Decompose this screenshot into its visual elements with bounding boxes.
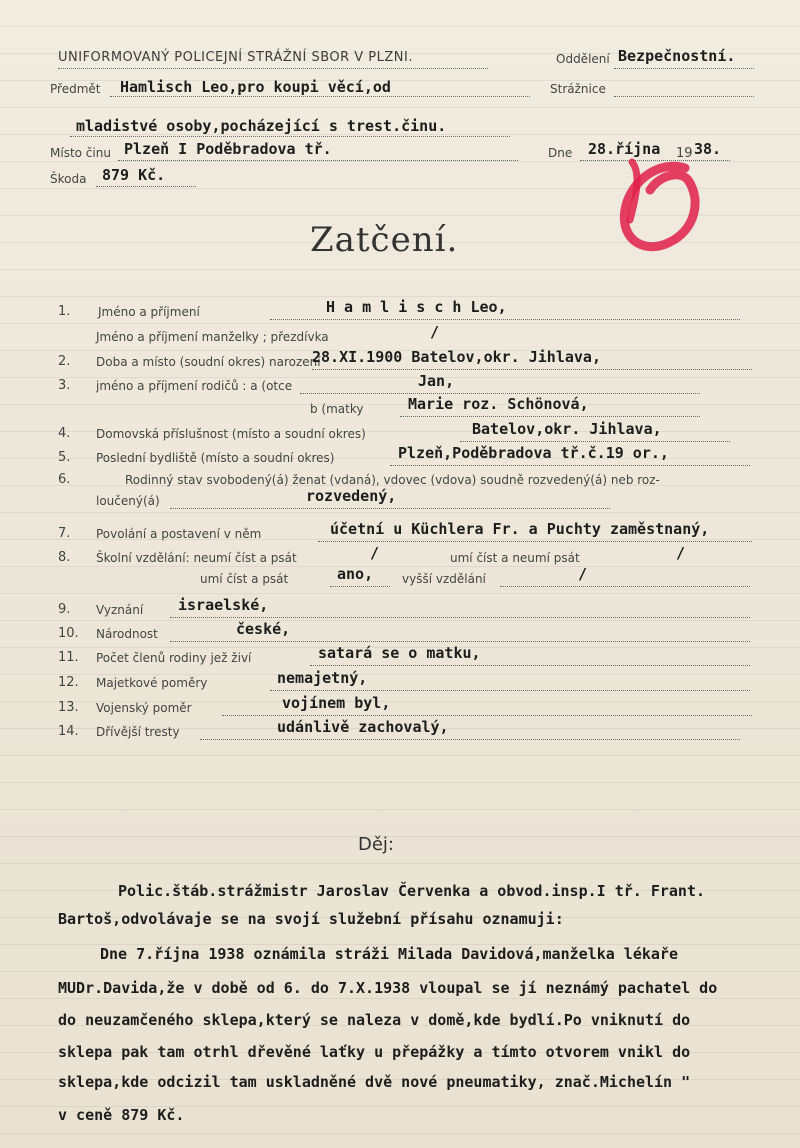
field-label: Domovská příslušnost (místo a soudní okres): [96, 427, 366, 441]
field-number: 9.: [58, 602, 71, 617]
field-value: vojínem byl,: [282, 694, 391, 712]
field-label: Rodinný stav svobodený(á) ženat (vdaná), vdovec (vdova) soudně rozvedený(á) neb roz-: [125, 473, 660, 487]
field-value: /: [430, 323, 440, 341]
field-number: 4.: [58, 426, 71, 441]
field-label: umí číst a neumí psát: [450, 551, 580, 565]
field-number: 5.: [58, 450, 71, 465]
field-rule: [310, 665, 750, 666]
damage-line: [96, 186, 196, 187]
date-label: Dne: [548, 146, 573, 160]
field-value: /: [370, 544, 380, 562]
field-number: 12.: [58, 675, 79, 690]
station-line: [614, 96, 754, 97]
field-number: 1.: [58, 304, 71, 319]
field-value: satará se o matku,: [318, 644, 481, 662]
field-label: Vyznání: [96, 603, 144, 617]
field-label: Vojenský poměr: [96, 701, 192, 715]
field-number: 10.: [58, 626, 79, 641]
place-line: [118, 160, 518, 161]
field-value: Batelov,okr. Jihlava,: [472, 420, 662, 438]
field-value: Jan,: [418, 372, 455, 390]
subject-line-2-rule: [70, 136, 510, 137]
field-label: Jméno a příjmení manželky ; přezdívka: [96, 330, 329, 344]
narrative-line: v ceně 879 Kč.: [58, 1106, 185, 1124]
date-value: 28.října: [588, 140, 661, 158]
field-value: ano,: [337, 565, 374, 583]
field-label: b (matky: [310, 402, 364, 416]
field-value: české,: [236, 620, 291, 638]
year-prefix: 19: [676, 146, 693, 161]
field-number: 2.: [58, 354, 71, 369]
org-name: UNIFORMOVANÝ POLICEJNÍ STRÁŽNÍ SBOR V PLZNI.: [58, 50, 413, 65]
dept-line: [614, 68, 754, 69]
field-number: 8.: [58, 550, 71, 565]
page-title: Zatčení.: [310, 220, 459, 260]
field-label: loučený(á): [96, 494, 160, 508]
narrative-line: sklepa,kde odcizil tam uskladněné dvě nové pneumatiky, znač.Michelín ": [58, 1073, 691, 1091]
field-value: Plzeň,Poděbradova tř.č.19 or.,: [398, 444, 669, 462]
field-number: 7.: [58, 526, 71, 541]
field-rule: [300, 393, 700, 394]
field-rule: [170, 508, 610, 509]
narrative-line: MUDr.Davida,že v době od 6. do 7.X.1938 vloupal se jí neznámý pachatel do: [58, 979, 718, 997]
field-label: Majetkové poměry: [96, 676, 208, 690]
field-number: 6.: [58, 472, 71, 487]
field-rule: [400, 416, 700, 417]
narrative-line: Dne 7.října 1938 oznámila stráži Milada Davidová,manželka lékaře: [100, 945, 678, 963]
field-label: Poslední bydliště (místo a soudní okres): [96, 451, 335, 465]
field-label: Jméno a příjmení: [98, 305, 200, 319]
narrative-line: sklepa pak tam otrhl dřevěné laťky u přepážky a tímto otvorem vnikl do: [58, 1043, 691, 1061]
year-suffix: 38.: [694, 140, 722, 158]
field-value: 28.XI.1900 Batelov,okr. Jihlava,: [312, 348, 601, 366]
field-rule: [170, 617, 750, 618]
subject-line-1-rule: [110, 96, 530, 97]
field-label: vyšší vzdělání: [402, 572, 486, 586]
subject-line-1: Hamlisch Leo,pro koupi věcí,od: [120, 78, 391, 96]
field-value: H a m l i s c h Leo,: [326, 298, 507, 316]
field-number: 14.: [58, 724, 79, 739]
narrative-line: Polic.štáb.strážmistr Jaroslav Červenka a obvod.insp.I tř. Frant.: [118, 882, 705, 900]
dept-value: Bezpečnostní.: [618, 47, 736, 65]
field-rule: [270, 690, 750, 691]
station-label: Strážnice: [550, 82, 606, 96]
field-label: Doba a místo (soudní okres) narození: [96, 355, 321, 369]
narrative-line: do neuzamčeného sklepa,který se naleza v domě,kde bydlí.Po vniknutí do: [58, 1011, 691, 1029]
field-number: 13.: [58, 700, 79, 715]
field-rule: [200, 739, 740, 740]
field-value: rozvedený,: [306, 487, 397, 505]
dej-heading: Děj:: [358, 834, 394, 855]
field-label: Národnost: [96, 627, 158, 641]
field-rule: [312, 369, 752, 370]
place-label: Místo činu: [50, 146, 111, 160]
narrative-line: Bartoš,odvolávaje se na svojí služební přísahu oznamuji:: [58, 910, 564, 928]
field-value: udánlivě zachovalý,: [277, 718, 449, 736]
subject-label: Předmět: [50, 82, 101, 96]
field-rule: [222, 715, 752, 716]
field-rule: [270, 319, 740, 320]
place-value: Plzeň I Poděbradova tř.: [124, 140, 332, 158]
field-rule: [330, 586, 390, 587]
subject-line-2: mladistvé osoby,pocházející s trest.činu.: [76, 117, 447, 135]
damage-label: Škoda: [50, 172, 87, 186]
field-rule: [390, 465, 750, 466]
field-value: /: [578, 565, 588, 583]
field-label: Dřívější tresty: [96, 725, 180, 739]
field-label: Počet členů rodiny jež živí: [96, 651, 252, 665]
field-label: jméno a příjmení rodičů : a (otce: [96, 379, 293, 393]
field-rule: [318, 541, 752, 542]
field-value: israelské,: [178, 596, 269, 614]
field-rule: [170, 641, 750, 642]
field-rule: [500, 586, 750, 587]
dept-label: Oddělení: [556, 52, 610, 66]
field-label: umí číst a psát: [200, 572, 289, 586]
field-number: 11.: [58, 650, 79, 665]
field-rule: [460, 441, 730, 442]
damage-value: 879 Kč.: [102, 166, 166, 184]
red-pencil-mark: [590, 150, 720, 270]
field-label: Školní vzdělání: neumí číst a psát: [96, 551, 297, 565]
field-value: nemajetný,: [277, 669, 368, 687]
field-label: Povolání a postavení v něm: [96, 527, 262, 541]
field-number: 3.: [58, 378, 71, 393]
org-underline: [58, 68, 488, 69]
field-value: Marie roz. Schönová,: [408, 395, 589, 413]
field-value: účetní u Küchlera Fr. a Puchty zaměstnaný,: [330, 520, 710, 538]
field-value: /: [676, 544, 686, 562]
